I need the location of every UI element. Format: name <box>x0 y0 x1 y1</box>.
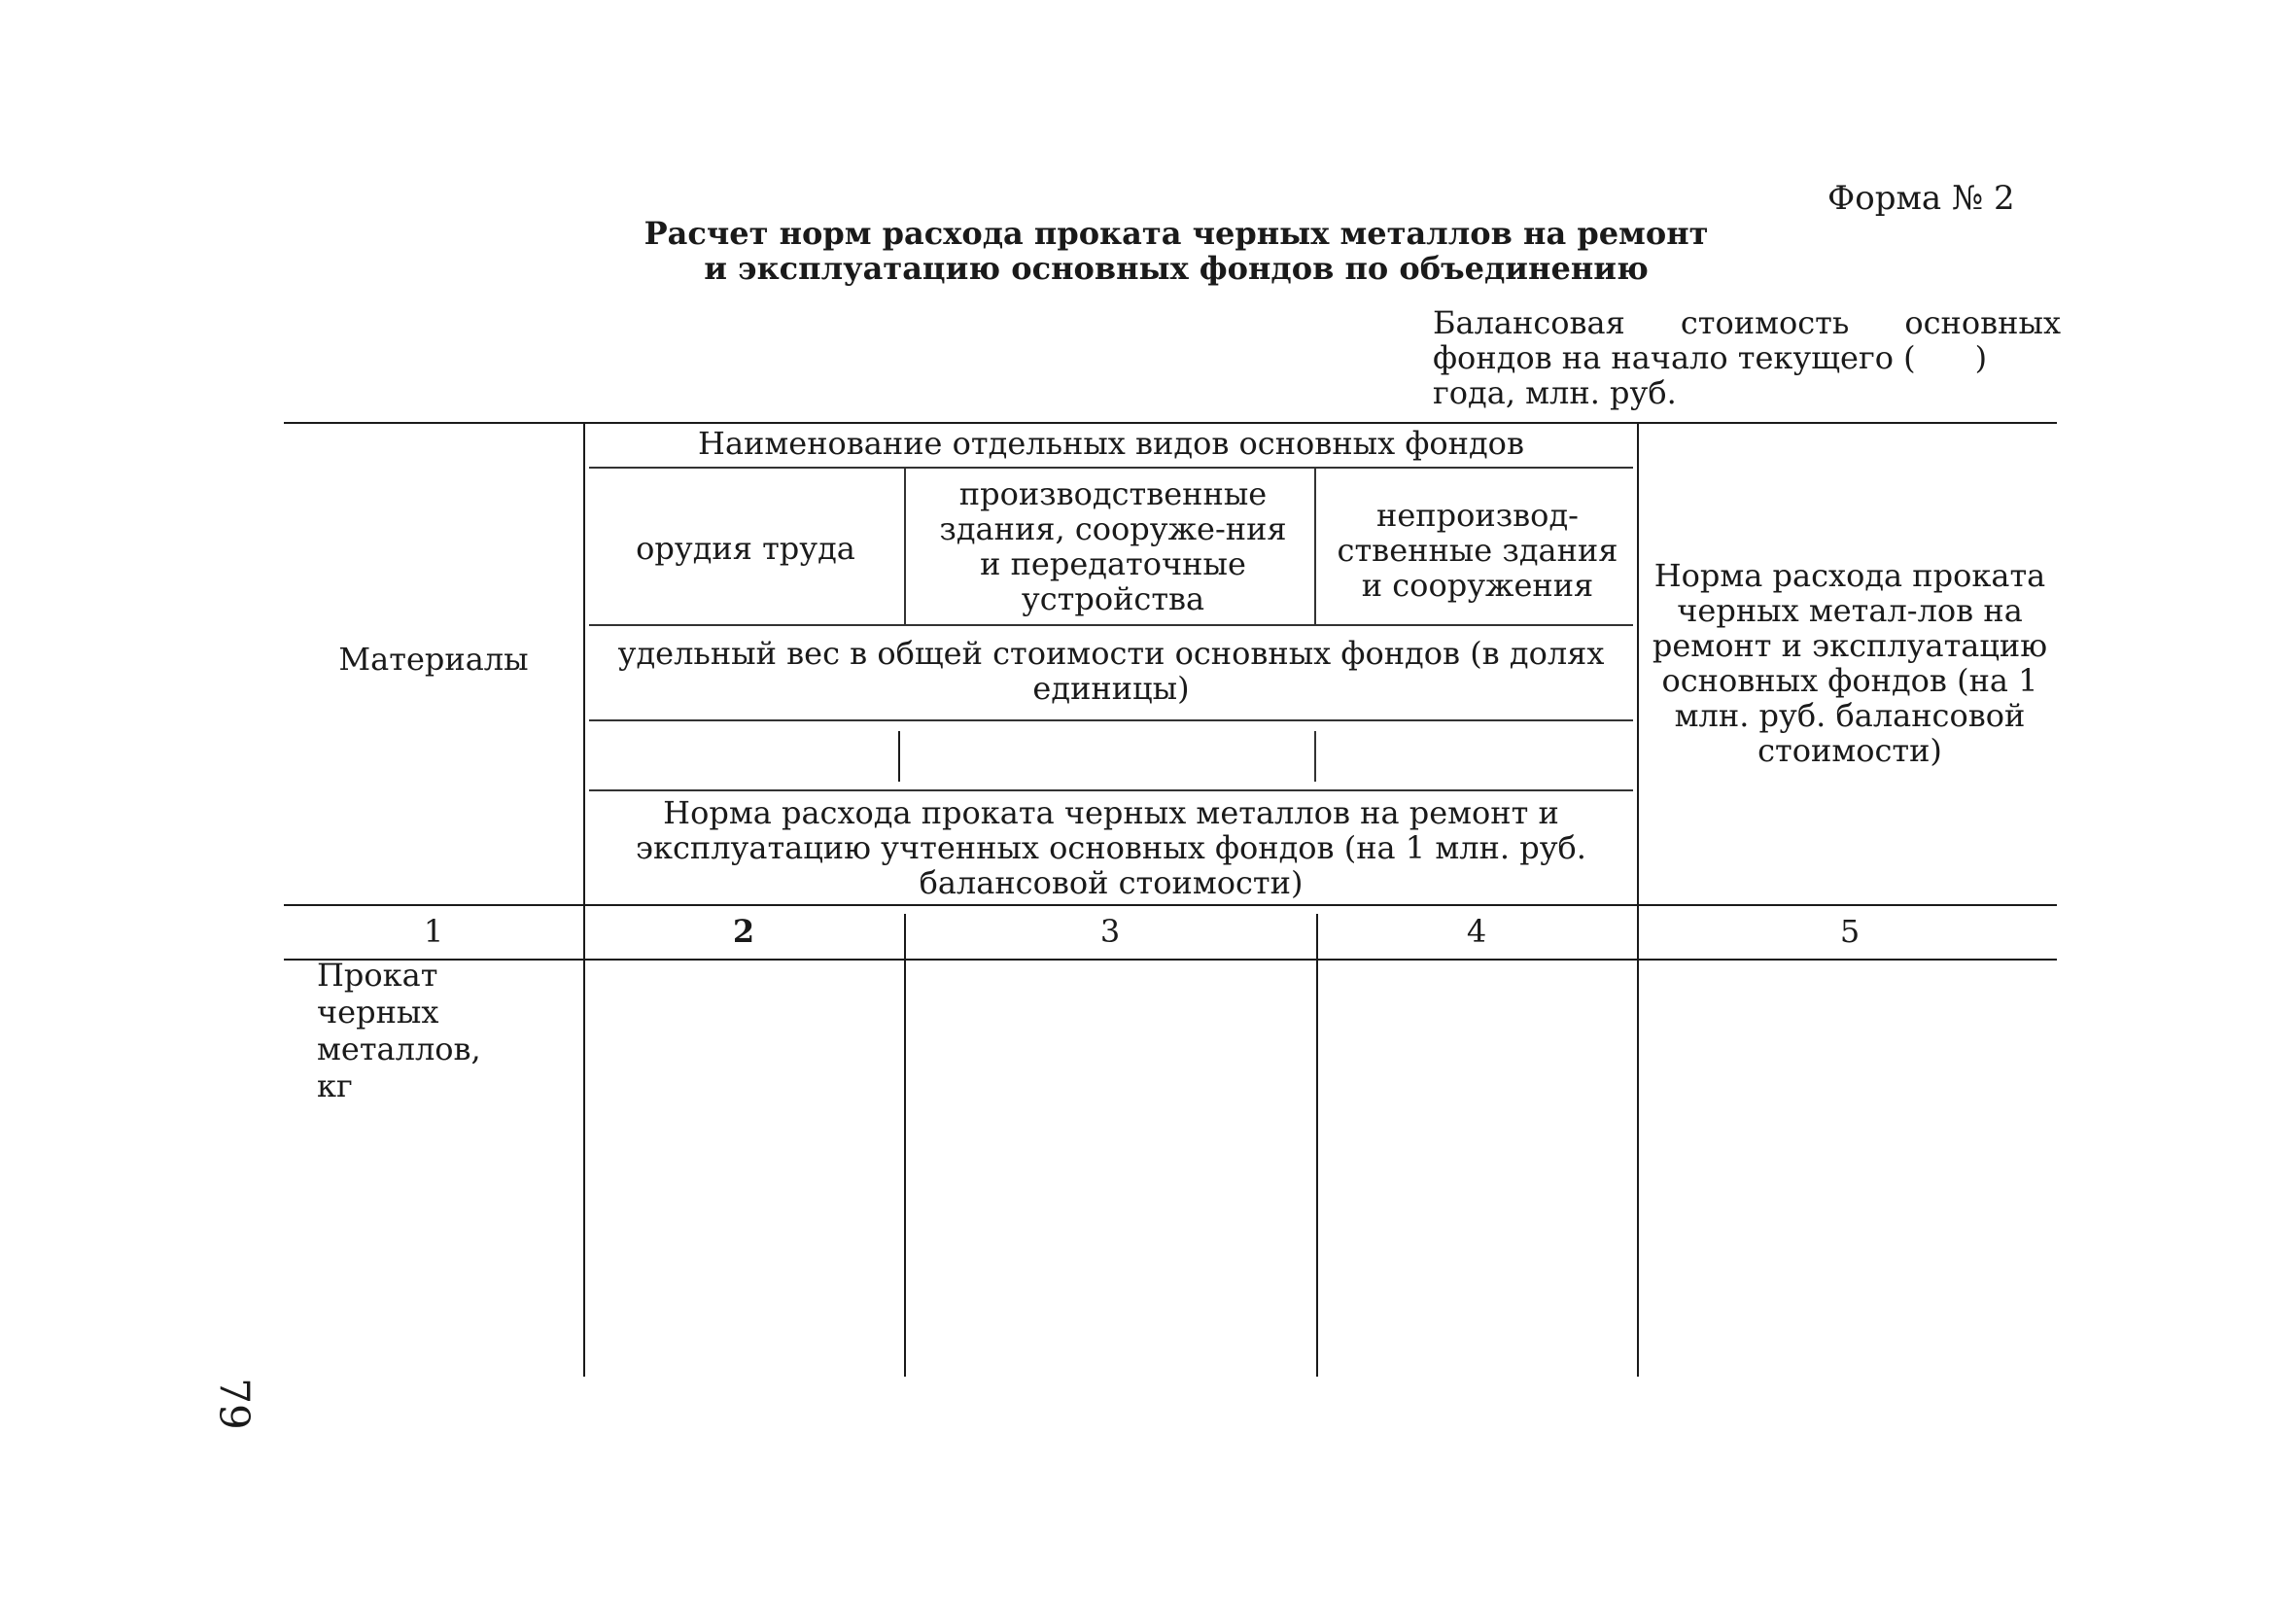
col-divider-2-3-header <box>904 469 906 624</box>
col-divider-3-4-body <box>1316 914 1318 1377</box>
header-bottom-rule <box>284 904 2057 906</box>
title-line-1: Расчет норм расхода проката черных металлов на ремонт <box>644 215 1709 252</box>
col-divider-1-2 <box>583 424 585 1377</box>
weight-row-rule <box>589 719 1633 721</box>
title-line-2: и эксплуатацию основных фондов по объединению <box>704 250 1649 287</box>
col-divider-2-3-empty <box>898 731 900 782</box>
table-top-rule <box>284 422 2057 424</box>
subheader-production-buildings: производственные здания, сооруже-ния и передаточные устройства <box>939 475 1287 617</box>
col-divider-4-5 <box>1637 424 1639 1377</box>
norm-row-label: Норма расхода проката черных металлов на ремонт и эксплуатацию учтенных основных фондов (на 1 млн. руб. балансовой стоимости) <box>636 794 1586 901</box>
subheader-tools: орудия труда <box>636 530 855 567</box>
subheader-bottom-rule <box>589 624 1633 626</box>
balance-note-line-2: фондов на начало текущего ( ) <box>1433 339 1988 376</box>
col-divider-3-4-empty <box>1314 731 1316 782</box>
header-norm-total: Норма расхода проката черных метал-лов на ремонт и эксплуатацию основных фондов (на 1 млн. руб. балансовой стоимости) <box>1652 557 2048 769</box>
col-number-2: 2 <box>732 913 755 950</box>
balance-note-line-1: Балансовая стоимость основных <box>1433 304 2061 341</box>
table-row-material: Прокат черных металлов, кг <box>317 957 481 1104</box>
col-number-5: 5 <box>1839 913 1861 950</box>
page-number: 79 <box>210 1378 259 1430</box>
balance-note-line-3: года, млн. руб. <box>1433 374 1677 411</box>
header-group-fund-types: Наименование отдельных видов основных фондов <box>698 425 1524 462</box>
col-divider-2-3-body <box>904 914 906 1377</box>
weight-row-label: удельный вес в общей стоимости основных фондов (в долях единицы) <box>617 635 1605 707</box>
col-number-4: 4 <box>1466 913 1487 950</box>
group-header-rule <box>589 467 1633 469</box>
subheader-nonproduction-buildings: непроизвод-ственные здания и сооружения <box>1337 497 1618 604</box>
col-number-3: 3 <box>1099 913 1121 950</box>
form-number: Форма № 2 <box>1827 179 2015 218</box>
col-divider-3-4-header <box>1314 469 1316 624</box>
col-number-1: 1 <box>423 913 444 950</box>
header-materials: Материалы <box>338 641 529 678</box>
empty-row-rule <box>589 789 1633 791</box>
